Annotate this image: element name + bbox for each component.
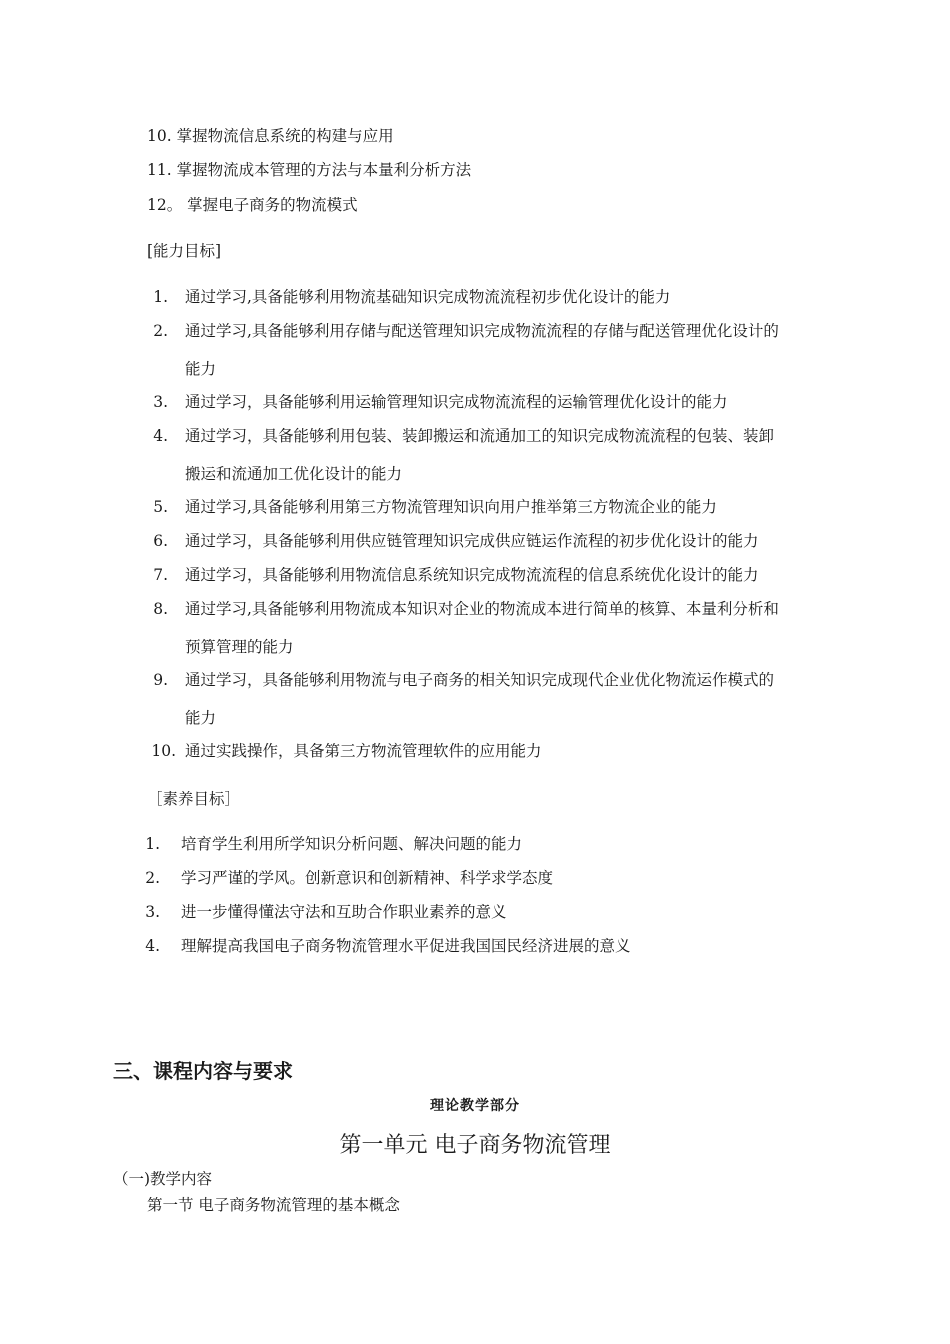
quality-item-text: 培育学生利用所学知识分析问题、解决问题的能力 [181, 835, 523, 853]
ability-item-text: 通过学习，具备能够利用供应链管理知识完成供应链运作流程的初步优化设计的能力 [185, 532, 759, 550]
ability-item-text: 通过学习,具备能够利用物流成本知识对企业的物流成本进行简单的核算、本量利分析和 [185, 600, 779, 618]
quality-item-number: 4. [145, 937, 160, 955]
knowledge-item-11: 11. 掌握物流成本管理的方法与本量利分析方法 [147, 161, 472, 179]
ability-item-text: 通过学习，具备能够利用物流信息系统知识完成物流流程的信息系统优化设计的能力 [185, 566, 759, 584]
ability-item-number: 5. [153, 498, 168, 516]
ability-item-number: 8. [153, 600, 168, 618]
ability-item-number: 3. [153, 393, 168, 411]
ability-item-text-cont: 预算管理的能力 [185, 638, 294, 656]
quality-item-text: 进一步懂得懂法守法和互助合作职业素养的意义 [181, 903, 507, 921]
ability-item-number: 10. [151, 742, 176, 760]
section-subtitle: 理论教学部分 [430, 1098, 520, 1114]
ability-item-text-cont: 搬运和流通加工优化设计的能力 [185, 465, 403, 483]
quality-item-number: 1. [145, 835, 160, 853]
knowledge-item-10: 10. 掌握物流信息系统的构建与应用 [147, 127, 394, 145]
quality-item-number: 2. [145, 869, 160, 887]
knowledge-item-12: 12。 掌握电子商务的物流模式 [147, 196, 358, 214]
ability-item-text: 通过学习，具备能够利用包装、装卸搬运和流通加工的知识完成物流流程的包装、装卸 [185, 427, 775, 445]
ability-item-number: 7. [153, 566, 168, 584]
ability-item-text: 通过实践操作，具备第三方物流管理软件的应用能力 [185, 742, 542, 760]
ability-item-text: 通过学习,具备能够利用物流基础知识完成物流流程初步优化设计的能力 [185, 288, 671, 306]
ability-item-text: 通过学习,具备能够利用存储与配送管理知识完成物流流程的存储与配送管理优化设计的 [185, 322, 779, 340]
quality-heading: ［素养目标］ [147, 790, 241, 808]
ability-item-text-cont: 能力 [185, 360, 217, 378]
quality-item-number: 3. [145, 903, 160, 921]
first-section-title: 第一节 电子商务物流管理的基本概念 [147, 1196, 400, 1214]
ability-item-number: 4. [153, 427, 168, 445]
ability-item-number: 2. [153, 322, 168, 340]
unit-title: 第一单元 电子商务物流管理 [339, 1133, 611, 1158]
ability-item-text-cont: 能力 [185, 709, 217, 727]
ability-heading: [能力目标] [147, 242, 222, 260]
ability-item-text: 通过学习，具备能够利用运输管理知识完成物流流程的运输管理优化设计的能力 [185, 393, 728, 411]
section-title: 三、课程内容与要求 [113, 1059, 293, 1083]
ability-item-number: 1. [153, 288, 168, 306]
ability-item-text: 通过学习,具备能够利用第三方物流管理知识向用户推举第三方物流企业的能力 [185, 498, 717, 516]
quality-item-text: 理解提高我国电子商务物流管理水平促进我国国民经济进展的意义 [181, 937, 631, 955]
content-label: （一)教学内容 [113, 1170, 213, 1188]
ability-item-text: 通过学习，具备能够利用物流与电子商务的相关知识完成现代企业优化物流运作模式的 [185, 671, 775, 689]
ability-item-number: 6. [153, 532, 168, 550]
ability-item-number: 9. [153, 671, 168, 689]
quality-item-text: 学习严谨的学风。创新意识和创新精神、科学求学态度 [181, 869, 554, 887]
